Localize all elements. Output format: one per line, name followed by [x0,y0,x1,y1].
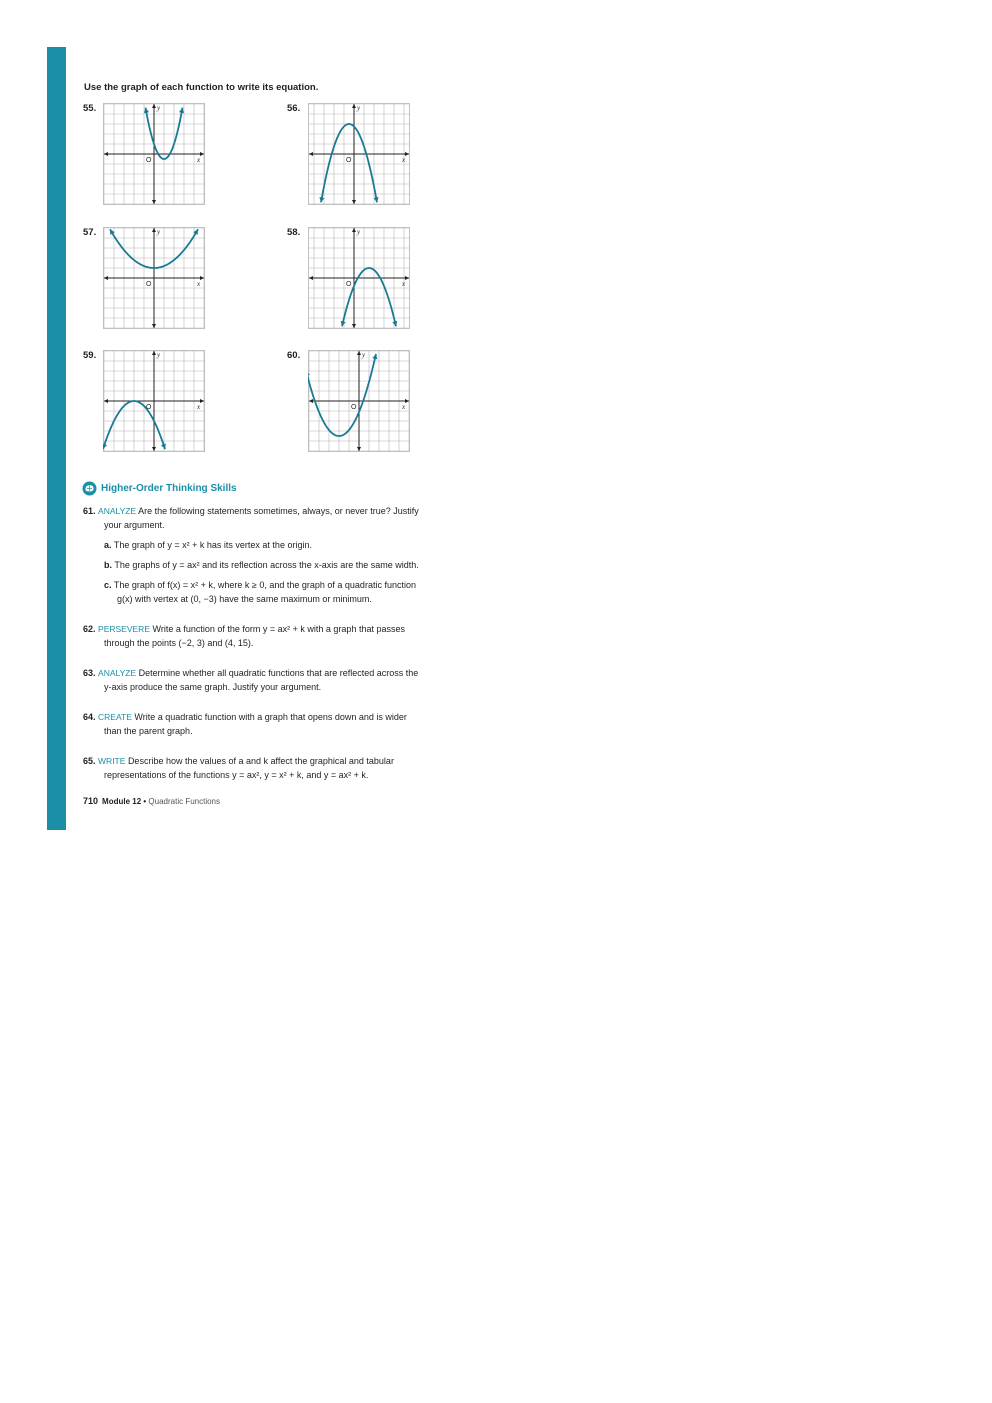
y-axis-label: y [157,228,161,236]
exercise-62 [83,622,503,650]
exercise-text-cont: your argument. [104,520,165,530]
x-axis-label: x [402,403,406,411]
exercise-number: 63. [83,668,96,678]
side-color-bar [47,47,66,830]
exercise-text: Write a quadratic function with a graph that opens down and is wider [134,712,407,722]
exercise-tag: WRITE [98,756,126,766]
exercise-text: Are the following statements sometimes, always, or never true? Justify [138,506,419,516]
graph-57 [103,227,205,329]
exercise-text: Write a function of the form y = ax² + k with a graph that passes [152,624,405,634]
topic-label: Quadratic Functions [148,797,220,806]
x-axis-label: x [197,280,201,288]
exercise-61 [83,504,503,532]
hots-title: Higher-Order Thinking Skills [101,483,237,494]
y-axis-label: y [357,228,361,236]
origin-label: O [346,157,352,164]
exercise-text: Determine whether all quadratic functions that are reflected across the [138,668,419,678]
exercise-text-cont: y-axis produce the same graph. Justify your argument. [104,682,322,692]
exercise-number: 65. [83,756,96,766]
x-axis-label: x [402,280,406,288]
graph-55 [103,103,205,205]
graph-number-57: 57. [83,227,97,238]
graph-number-56: 56. [287,103,301,114]
exercise-tag: PERSEVERE [98,624,150,634]
origin-label: O [346,281,352,288]
sub-text: The graph of f(x) = x² + k, where k ≥ 0, and the graph of a quadratic function [113,580,416,590]
graph-60 [308,350,410,452]
exercise-number: 62. [83,624,96,634]
exercise-tag: ANALYZE [98,668,137,678]
exercise-tag: CREATE [98,712,132,722]
x-axis-label: x [402,156,406,164]
page-number: 710 [83,796,99,806]
graph-number-60: 60. [287,350,301,361]
sub-label: c. [104,580,112,590]
exercise-text-cont: than the parent graph. [104,726,193,736]
module-label: Module 12 • [102,797,147,806]
origin-label: O [351,404,357,411]
exercise-64 [83,710,503,738]
graph-59 [103,350,205,452]
y-axis-label: y [357,104,361,112]
graph-58 [308,227,410,329]
exercise-text: Describe how the values of a and k affect the graphical and tabular [127,756,394,766]
graph-number-58: 58. [287,227,301,238]
sub-label: a. [104,540,112,550]
brain-icon [82,481,97,496]
sub-text-cont: g(x) with vertex at (0, −3) have the same maximum or minimum. [117,594,372,604]
page-footer [83,796,220,806]
exercise-61c [104,578,504,606]
origin-label: O [146,404,152,411]
graph-56 [308,103,410,205]
graph-number-59: 59. [83,350,97,361]
exercise-61a [104,538,504,552]
origin-label: O [146,157,152,164]
exercise-65 [83,754,503,782]
exercise-number: 64. [83,712,96,722]
exercise-61b [104,558,504,572]
sub-label: b. [104,560,112,570]
exercise-text-cont: representations of the functions y = ax², y = x² + k, and y = ax² + k. [104,770,369,780]
y-axis-label: y [157,351,161,359]
sub-text: The graphs of y = ax² and its reflection across the x-axis are the same width. [114,560,419,570]
x-axis-label: x [197,156,201,164]
hots-header [82,481,237,496]
sub-text: The graph of y = x² + k has its vertex at the origin. [113,540,312,550]
exercise-tag: ANALYZE [98,506,137,516]
y-axis-label: y [362,351,366,359]
instruction-text: Use the graph of each function to write its equation. [84,82,319,93]
exercise-number: 61. [83,506,96,516]
graph-number-55: 55. [83,103,97,114]
origin-label: O [146,281,152,288]
exercise-63 [83,666,503,694]
exercise-text-cont: through the points (−2, 3) and (4, 15). [104,638,254,648]
x-axis-label: x [197,403,201,411]
y-axis-label: y [157,104,161,112]
